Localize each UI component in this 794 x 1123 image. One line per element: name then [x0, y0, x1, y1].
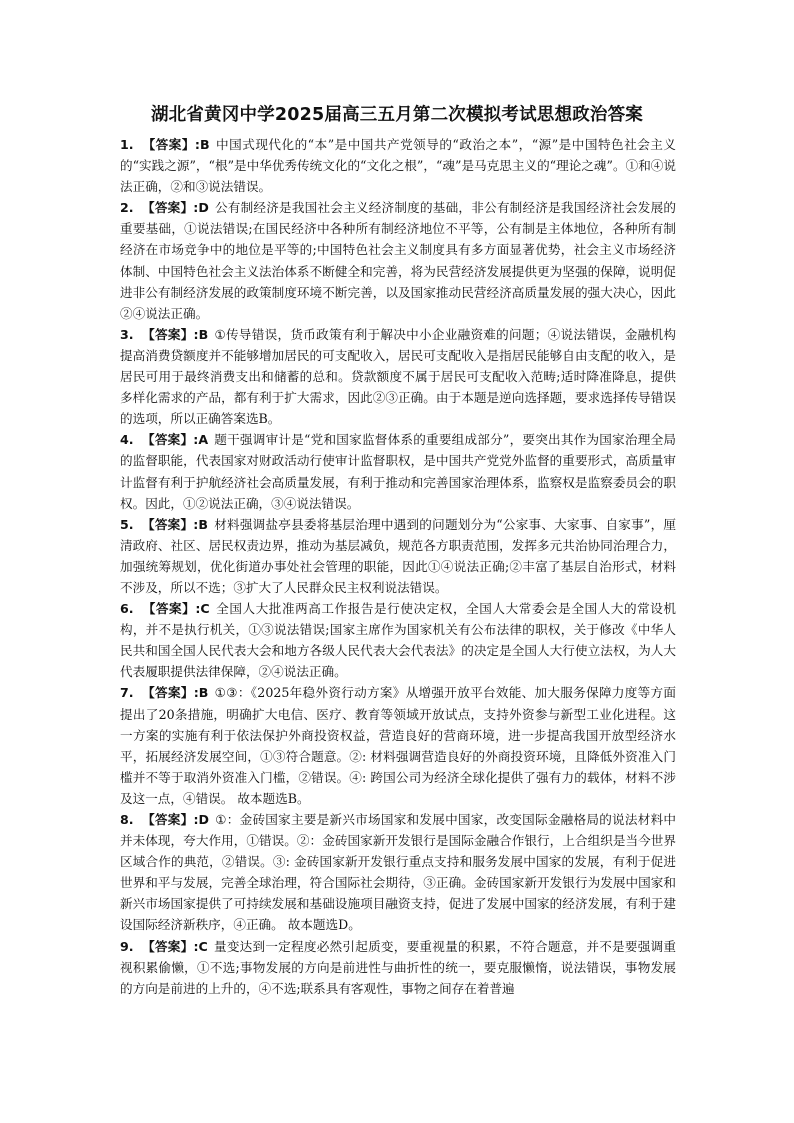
answer-number: 4. — [120, 432, 134, 448]
document-title: 湖北省黄冈中学2025届高三五月第二次模拟考试思想政治答案 — [150, 105, 643, 125]
answer-explanation: 题干强调审计是“党和国家监督体系的重要组成部分”，要突出其作为国家治理全局的监督职能，代表国家对财政活动行使审计监督职权，是中国共产党党外监督的重要形式，高质量审计监督有利于护航经济社会高质量发展，有利于推动和完善国家治理体系，监察权是监察委员会的职权。因此，①②说法正确，③④说法错误。 — [120, 432, 676, 511]
answer-label: 【答案】: — [142, 200, 199, 216]
answer-item — [120, 809, 676, 936]
answer-number: 6. — [120, 601, 134, 617]
answer-choice: C — [198, 938, 208, 954]
answer-number: 3. — [120, 326, 134, 342]
answer-explanation: 材料强调盐亭县委将基层治理中遇到的问题划分为“公家事、大家事、自家事”，厘清政府、社区、居民权责边界，推动为基层减负，规范各方职责范围，发挥多元共治协同治理合力，加强统筹规划，优化街道办事处社会管理的职能，因此①④说法正确;②丰富了基层自治形式，材料不涉及，所以不选；③扩大了人民群众民主权利说法错误。 — [120, 516, 676, 595]
answer-explanation: 中国式现代化的“本”是中国共产党领导的“政治之本”，“源”是中国特色社会主义的“实践之源”，“根”是中华优秀传统文化的“文化之根”，“魂”是马克思主义的“理论之魂”。①和④说法正确，②和③说法错误。 — [120, 137, 676, 195]
answer-item — [120, 682, 676, 809]
answer-number: 5. — [120, 516, 134, 532]
answer-explanation: ①传导错误，货币政策有利于解决中小企业融资难的问题；④说法错误，金融机构提高消费贷额度并不能够增加居民的可支配收入，居民可支配收入是指居民能够自由支配的收入，是居民可用于最终消费支出和储蓄的总和。贷款额度不属于居民可支配收入范畴;适时降准降息，提供多样化需求的产品，都有利于扩大需求，因此②③正确。由于本题是逆向选择题，要求选择传导错误的选项，所以正确答案选B。 — [120, 326, 676, 427]
answer-item — [120, 197, 676, 324]
answer-choice: D — [198, 812, 209, 827]
answer-number: 1. — [120, 137, 134, 152]
answer-number: 7. — [120, 685, 134, 701]
answer-item — [120, 134, 676, 197]
answer-choice: B — [198, 516, 208, 532]
answer-label: 【答案】: — [142, 601, 201, 617]
answer-explanation: 全国人大批准两高工作报告是行使决定权，全国人大常委会是全国人大的常设机构，并不是执行机关，①③说法错误;国家主席作为国家机关有公布法律的职权，关于修改《中华人民共和国全国人民代表大会和地方各级人民代表大会代表法》的决定是全国人大行使立法权，为人大代表履职提供法律保障，②④说法正确。 — [120, 601, 676, 680]
answer-label: 【答案】: — [142, 432, 199, 448]
answer-explanation: ①③：《2025年稳外资行动方案》从增强开放平台效能、加大服务保障力度等方面提出了20条措施，明确扩大电信、医疗、教育等领域开放试点，支持外资参与新型工业化进程。这一方案的实施有利于依法保护外商投资权益，营造良好的营商环境，进一步提高我国开放型经济水平，拓展经济发展空间，①③符合题意。②: 材料强调营造良好的外商投资环境，且降低外资准入门槛并不等于取消外资准入门槛，②错误。④: 跨国公司为经济全球化提供了强有力的载体，材料不涉及这一点，④错误。 故本题选B。 — [120, 685, 676, 806]
answer-number: 8. — [120, 812, 134, 827]
answer-choice: D — [198, 200, 209, 216]
answer-choice: B — [198, 685, 209, 701]
answer-list — [120, 134, 676, 999]
answer-explanation: 公有制经济是我国社会主义经济制度的基础，非公有制经济是我国经济社会发展的重要基础，①说法错误;在国民经济中各种所有制经济地位不平等，公有制是主体地位，各种所有制经济在市场竞争中的地位是平等的;中国特色社会主义制度具有多方面显著优势，社会主义市场经济体制、中国特色社会主义法治体系不断健全和完善，将为民营经济发展提供更为坚强的保障，说明促进非公有制经济发展的政策制度环境不断完善，以及国家推动民营经济高质量发展的强大决心，因此②④说法正确。 — [120, 200, 677, 321]
answer-choice: A — [198, 432, 209, 448]
answer-item — [120, 598, 676, 682]
answer-choice: B — [199, 137, 210, 152]
answer-label: 【答案】: — [142, 938, 199, 954]
answer-item — [120, 936, 676, 999]
answer-choice: C — [200, 601, 210, 617]
answer-number: 9. — [120, 938, 134, 954]
answer-explanation: 量变达到一定程度必然引起质变，要重视量的积累，不符合题意，并不是要强调重视积累偷懒，①不选;事物发展的方向是前进性与曲折性的统一，要克服懒惰，说法错误，事物发展的方向是前进的上升的，④不选;联系具有客观性，事物之间存在着普遍 — [120, 938, 677, 996]
answer-explanation: ①：金砖国家主要是新兴市场国家和发展中国家，改变国际金融格局的说法材料中并未体现，夸大作用，①错误。②：金砖国家新开发银行是国际金融合作银行，上合组织是当今世界区域合作的典范，②错误。③: 金砖国家新开发银行重点支持和服务发展中国家的发展，有利于促进世界和平与发展，完善全球治理，符合国际社会期待，③正确。金砖国家新开发银行为发展中国家和新兴市场国家提供了可持续发展和基础设施项目融资支持，促进了发展中国家的经济发展，有利于建设国际经济新秩序，④正确。 故本题选D。 — [120, 812, 676, 933]
answer-label: 【答案】: — [142, 812, 199, 827]
answer-label: 【答案】: — [142, 326, 199, 342]
answer-item — [120, 514, 676, 598]
answer-label: 【答案】: — [142, 685, 199, 701]
answer-label: 【答案】: — [142, 516, 199, 532]
answer-label: 【答案】: — [142, 137, 200, 152]
answer-number: 2. — [120, 200, 134, 216]
answer-item — [120, 429, 676, 513]
answer-item — [120, 324, 676, 429]
answer-choice: B — [198, 326, 209, 342]
